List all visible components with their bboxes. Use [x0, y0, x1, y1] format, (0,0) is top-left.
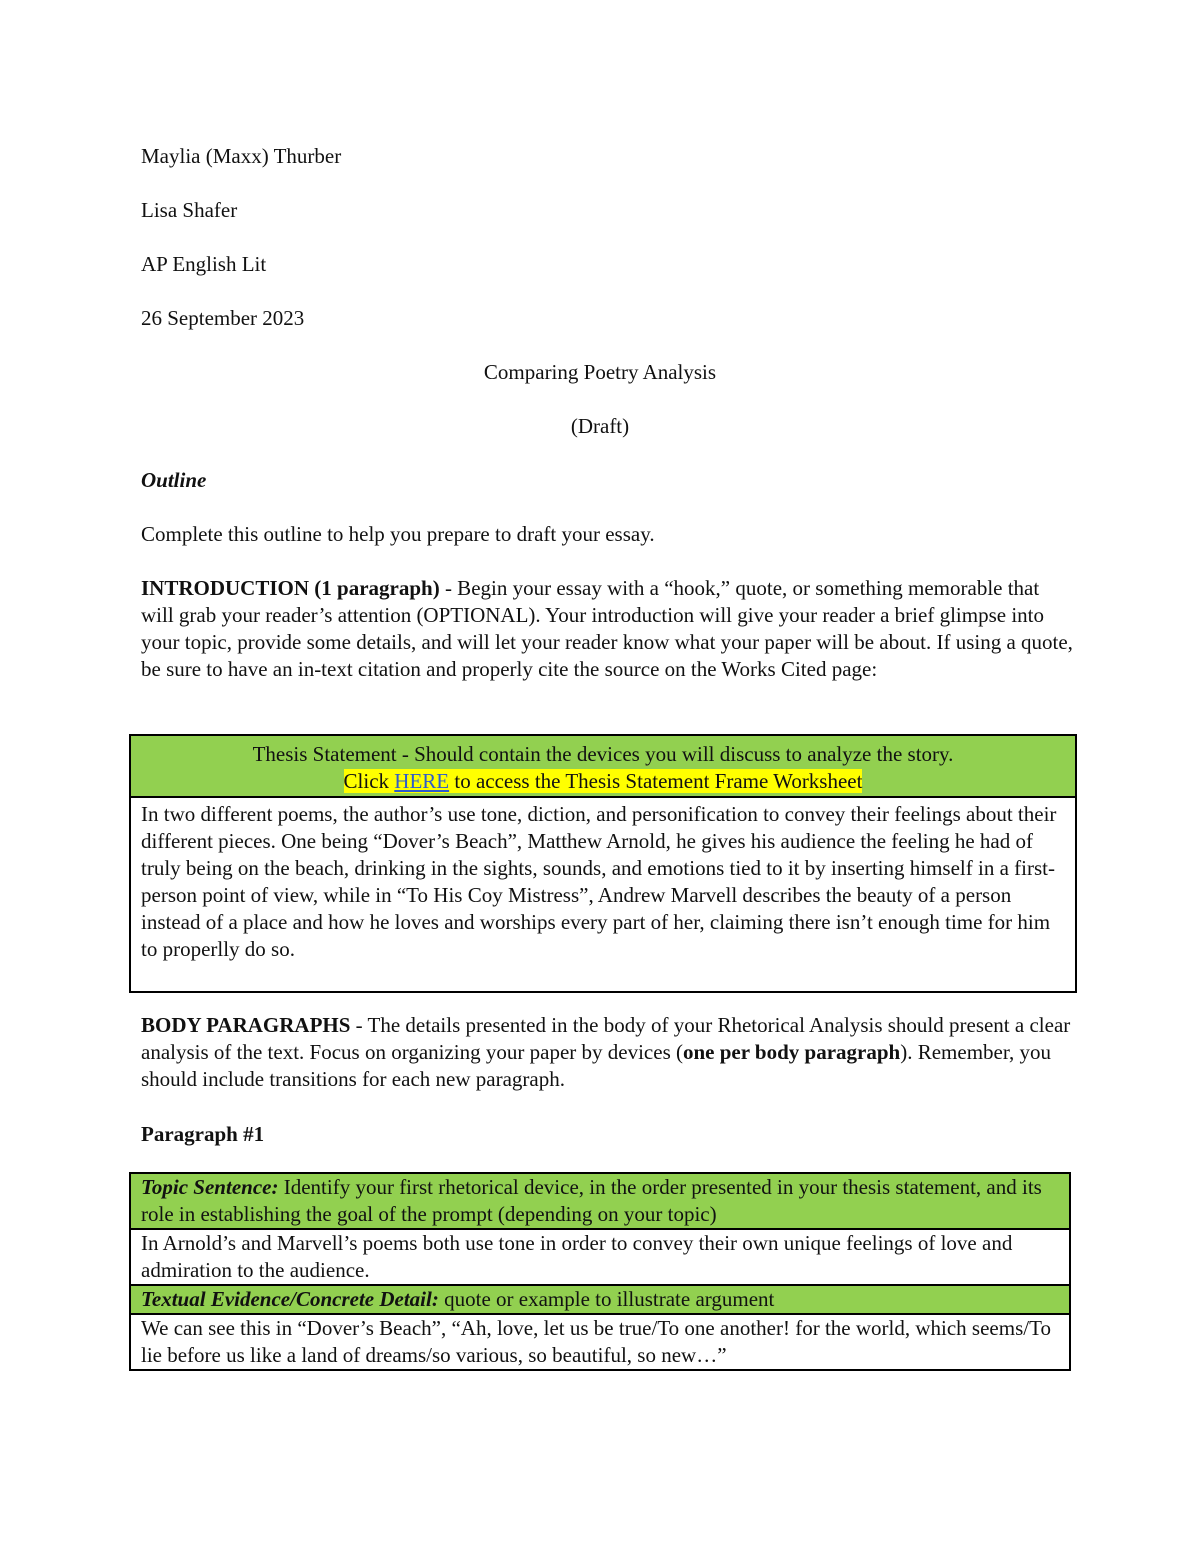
topic-sentence-answer: In Arnold’s and Marvell’s poems both use tone in order to convey their own unique feelings of love and admiration to the audience. [141, 1231, 1013, 1282]
student-name: Maylia (Maxx) Thurber [141, 144, 342, 168]
textual-evidence-prompt: quote or example to illustrate argument [438, 1287, 775, 1311]
topic-sentence-label: Topic Sentence: [141, 1175, 279, 1199]
body-paragraphs-instruction [141, 1012, 1076, 1093]
topic-sentence-prompt-cell [130, 1173, 1070, 1229]
paragraph-1-heading [141, 1121, 264, 1148]
body-paragraphs-text-1: - The details presented in the body of your Rhetorical Analysis should present a clear analysis of the text. Focus on organizing your paper by devices ( [141, 1013, 1071, 1064]
thesis-link-highlight [344, 769, 863, 793]
introduction-label: INTRODUCTION (1 paragraph) [141, 576, 440, 600]
textual-evidence-answer-cell[interactable] [130, 1314, 1070, 1370]
thesis-answer-cell[interactable] [130, 797, 1076, 992]
outline-instruction: Complete this outline to help you prepare to draft your essay. [141, 522, 655, 546]
thesis-link-prefix: Click [343, 769, 395, 793]
introduction-text: - Begin your essay with a “hook,” quote, or something memorable that will grab your reader’s attention (OPTIONAL). Your introduction will give your reader a brief glimpse into your topic, provide some details, and will let your reader know what your paper will be about. If using a quote, be sure to have an in-text citation and properly cite the source on the Works Cited page: [141, 576, 1073, 681]
textual-evidence-label: Textual Evidence/Concrete Detail: [141, 1287, 439, 1311]
course-name: AP English Lit [141, 252, 267, 276]
thesis-header-line: Thesis Statement - Should contain the devices you will discuss to analyze the story. [252, 742, 954, 766]
date: 26 September 2023 [141, 306, 305, 330]
introduction-paragraph [141, 575, 1076, 683]
textual-evidence-answer: We can see this in “Dover’s Beach”, “Ah, love, let us be true/To one another! for the world, which seems/To lie before us like a land of dreams/so various, so beautiful, so new…” [141, 1316, 1051, 1367]
thesis-link-line [141, 768, 1065, 795]
paragraph-1-table [129, 1172, 1071, 1371]
body-paragraphs-label: BODY PARAGRAPHS [141, 1013, 351, 1037]
paragraph-1-heading-text: Paragraph #1 [141, 1122, 265, 1146]
outline-heading: Outline [141, 468, 207, 492]
document-subtitle: (Draft) [570, 414, 630, 438]
teacher-name: Lisa Shafer [141, 198, 238, 222]
body-paragraphs-text-2: ). Remember, you should include transitions for each new paragraph. [141, 1040, 1052, 1091]
topic-sentence-answer-cell[interactable] [130, 1229, 1070, 1285]
textual-evidence-prompt-cell [130, 1285, 1070, 1314]
body-paragraphs-bold-text: one per body paragraph [682, 1040, 901, 1064]
thesis-worksheet-link[interactable]: HERE [394, 769, 450, 793]
thesis-header-cell [130, 735, 1076, 797]
thesis-answer: In two different poems, the author’s use tone, diction, and personification to convey their feelings about their different pieces. One being “Dover’s Beach”, Matthew Arnold, he gives his audience the feeling he had of truly being on the beach, drinking in the sights, sounds, and emotions tied to it by inserting himself in a first-person point of view, while in “To His Coy Mistress”, Andrew Marvell describes the beauty of a person instead of a place and how he loves and worships every part of her, claiming there isn’t enough time for him to properlly do so. [141, 802, 1057, 961]
thesis-table [129, 734, 1077, 993]
topic-sentence-prompt: Identify your first rhetorical device, in the order presented in your thesis statement, and its role in establishing the goal of the prompt (depending on your topic) [141, 1175, 1042, 1226]
document-title: Comparing Poetry Analysis [483, 360, 717, 384]
thesis-link-suffix: to access the Thesis Statement Frame Worksheet [449, 769, 863, 793]
